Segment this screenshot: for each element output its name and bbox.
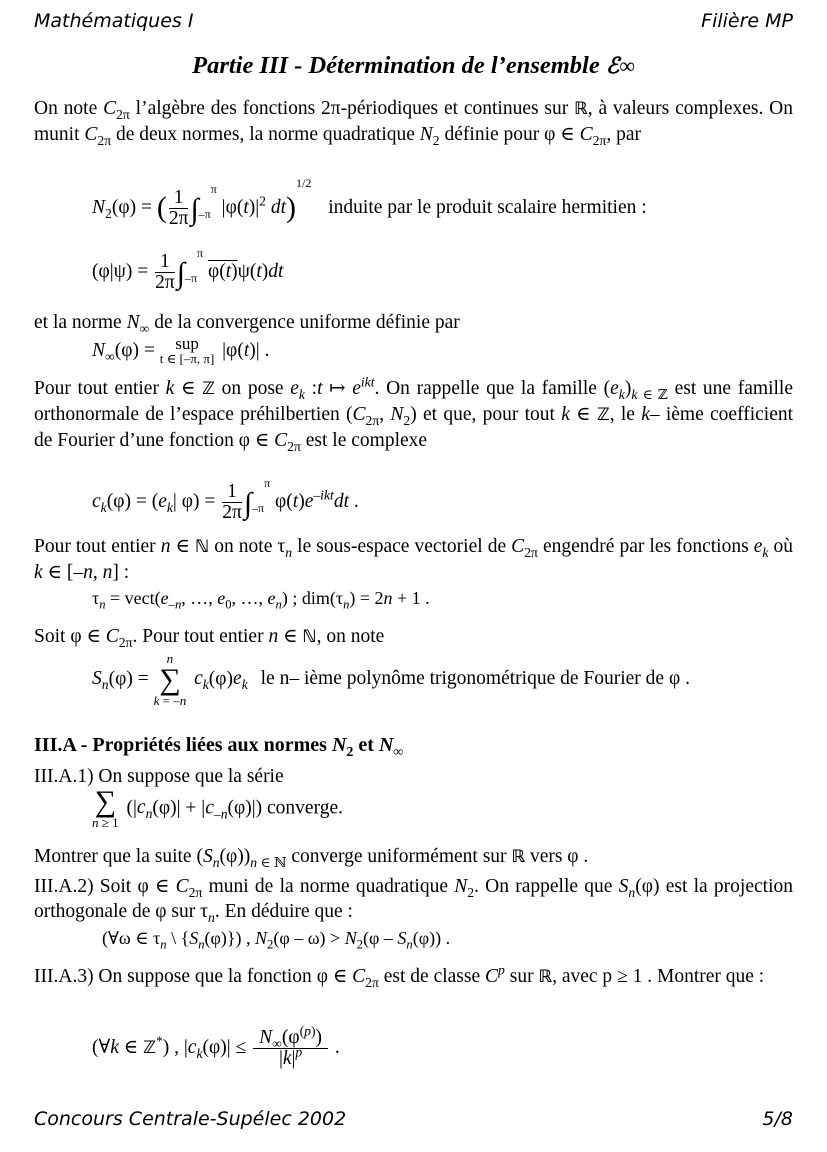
formula-projection: (∀ω ∈ $\tau_n$ \ $\{S_n(\varphi)\}$) , $N_2(\varphi - \omega) > N_2(\varphi - S_n(\varphi))$ . [102,928,451,952]
header-left: Mathématiques I [34,10,194,32]
subsection-title: III.A - Propriétés liées aux normes $N_2$ et $N_\infty$ [34,734,404,760]
question-a2: III.A.2) Soit φ ∈ $C_{2\pi}$ muni de la norme quadratique $N_2$. On rappelle que $S_n(\varphi)$ est la projection orthogonale de φ sur $\tau_n$. En déduire que : [34,876,793,925]
formula-sn: $S_n(\varphi) = n$ ∑ k = –n $c_k(\varphi)e_k$ le n– ième polynôme trigonométrique de Fourier de φ . [92,651,690,708]
section-title: Partie III - Détermination de l’ensemble ℰ∞ [192,52,635,79]
induced-text: induite par le produit scalaire hermitien : [328,196,647,218]
question-a1: III.A.1) On suppose que la série [34,766,284,787]
formula-decay: (∀k ∈ ℤ*) , $|c_k(\varphi)|$ ≤ $\frac{N_\infty(\varphi^{(p)})}{|k|^p}$ . [92,1023,340,1069]
formula-series: ∑ n ≥ 1 $(|c_n(\varphi)| + |c_{-n}(\varphi)|)$ converge. [92,785,344,830]
formula-tau: $\tau_n$ = $vect(e_{-n}$, …, $e_0$, …, $e_n$) ; $dim(\tau_n) = 2n + 1$ . [92,588,430,612]
formula-n2: $N_2(\varphi)$ = ( $\frac{1}{2\pi}$ $\int_{-\pi}^\pi$ $|\varphi(t)|^2$ dt)$^{1/2}$ induite par le produit scalaire hermitien : [92,176,647,229]
footer-left: Concours Centrale-Supélec 2002 [34,1108,347,1130]
question-a1-body: Montrer que la suite $(S_n(\varphi))_{n \in ℕ}$ converge uniformément sur ℝ vers φ . [34,846,589,870]
footer-right: 5/8 [762,1108,793,1130]
formula-inner-product: (φ|ψ) = $\frac{1}{2\pi}$ $\int_{-\pi}^\pi$ φ(t)ψ(t)dt [92,246,284,293]
paragraph-sn-intro: Soit φ ∈ $C_{2\pi}$. Pour tout entier n ∈ ℕ, on note [34,626,385,650]
script-e-infinity-symbol: ℰ∞ [605,53,635,78]
formula-ninf: $N_\infty(\varphi)$ = sup t ∈ [–π, π] |φ(t)| . [92,334,270,366]
paragraph-intro: On note $C_{2\pi}$ l’algèbre des fonctions 2π-périodiques et continues sur ℝ, à valeurs complexes. On munit $C_{2\pi}$ de deux normes, la norme quadratique $N_2$ définie pour φ ∈ $C_{2\pi}$, par [34,98,794,148]
paragraph-uniform-norm: et la norme $N_\infty$ de la convergence uniforme définie par [34,312,460,336]
paragraph-tau: Pour tout entier n ∈ ℕ on note $\tau_n$ le sous-espace vectoriel de $C_{2\pi}$ engendré par les fonctions $e_k$ où k ∈ [–n, n] : [34,536,793,583]
question-a3: III.A.3) On suppose que la fonction φ ∈ $C_{2\pi}$ est de classe $C^p$ sur ℝ, avec p ≥ 1 . Montrer que : [34,962,765,990]
header-right: Filière MP [701,10,793,32]
formula-coefficient: $c_k(\varphi) = (e_k|$ φ) = $\frac{1}{2\pi}$ $\int_{-\pi}^\pi$ $\varphi(t)e^{-ikt}dt$ . [92,476,359,523]
paragraph-fourier: Pour tout entier k ∈ ℤ on pose $e_k$ :t ↦ $e^{ikt}$. On rappelle que la famille $(e_k)_{k \in ℤ}$ est une famille orthonormale de l’espace préhilbertien ($C_{2\pi}$, $N_2$) et que, pour tout k ∈ ℤ, le k– ième coefficient de Fourier d’une fonction φ ∈ $C_{2\pi}$ est le complexe [34,374,794,454]
